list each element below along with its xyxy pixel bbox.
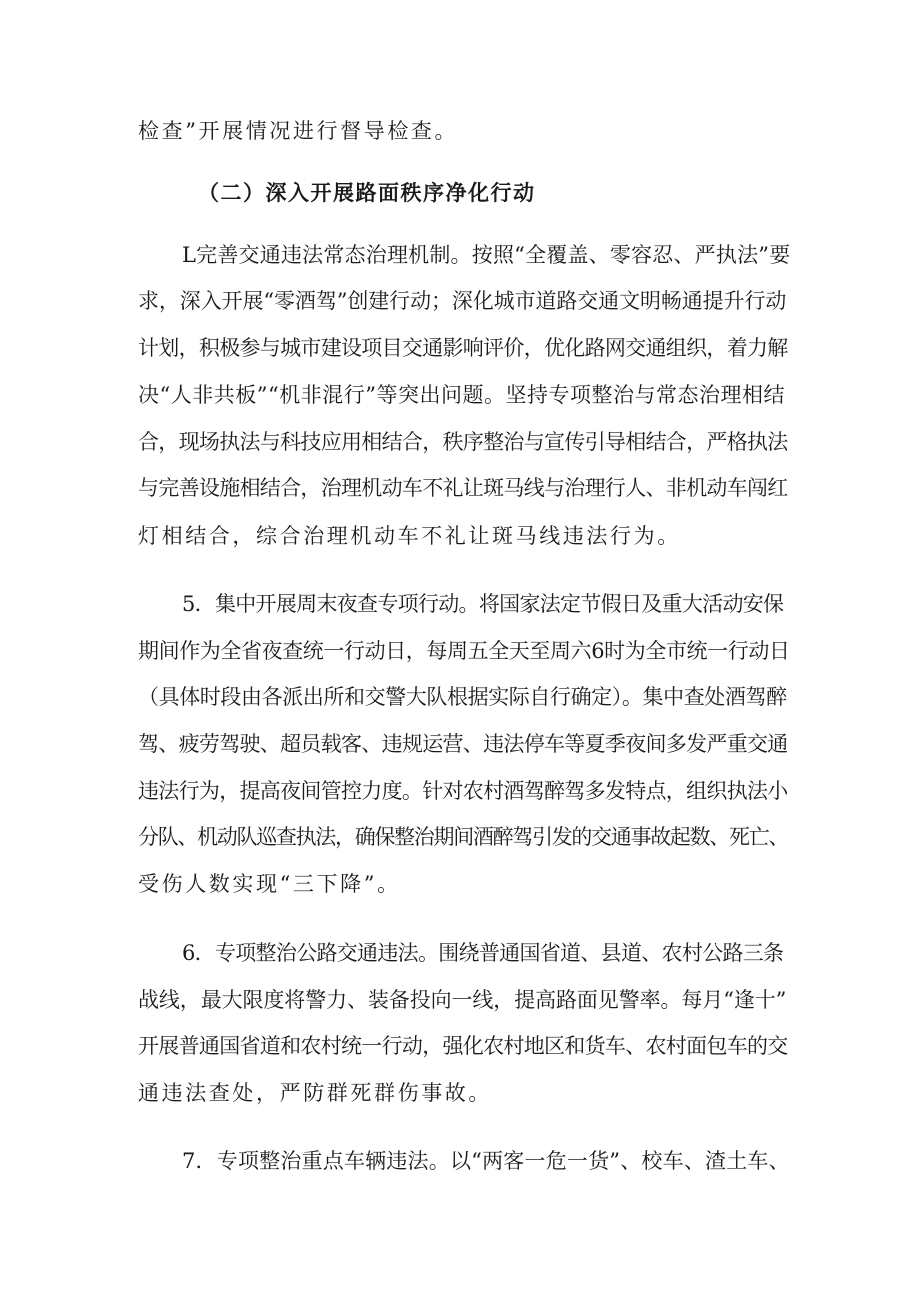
paragraph-line: 违法行为，提高夜间管控力度。针对农村酒驾醉驾多发特点，组织执法小 (138, 779, 788, 803)
paragraph-line: 7．专项整治重点车辆违法。以“两客一危一货”、校车、渣土车、 (182, 1149, 790, 1173)
paragraph-line: 求，深入开展“零酒驾”创建行动；深化城市道路交通文明畅通提升行动 (138, 289, 787, 313)
paragraph-line: （具体时段由各派出所和交警大队根据实际自行确定）。集中查处酒驾醉 (138, 685, 787, 709)
paragraph-line: 开展普通国省道和农村统一行动，强化农村地区和货车、农村面包车的交 (138, 1034, 788, 1058)
paragraph-line: L完善交通违法常态治理机制。按照“全覆盖、零容忍、严执法”要 (182, 243, 791, 267)
paragraph-line: 受伤人数实现“三下降”。 (138, 872, 401, 896)
intro-line: 检查”开展情况进行督导检查。 (138, 119, 459, 143)
paragraph-line: 驾、疲劳驾驶、超员载客、违规运营、违法停车等夏季夜间多发严重交通 (138, 732, 788, 756)
paragraph-line: 合，现场执法与科技应用相结合，秩序整治与宣传引导相结合，严格执法 (138, 430, 788, 454)
paragraph-line: 计划，积极参与城市建设项目交通影响评价，优化路网交通组织，着力解 (138, 336, 788, 360)
paragraph-line: 5．集中开展周末夜查专项行动。将国家法定节假日及重大活动安保 (182, 592, 784, 616)
paragraph-line: 期间作为全省夜查统一行动日，每周五全天至周六6时为全市统一行动日 (138, 639, 790, 663)
paragraph-line: 灯相结合，综合治理机动车不礼让斑马线违法行为。 (138, 524, 681, 548)
paragraph-line: 通违法查处，严防群死群伤事故。 (138, 1081, 492, 1105)
paragraph-line: 分队、机动队巡查执法，确保整治期间酒醉驾引发的交通事故起数、死亡、 (138, 825, 789, 849)
section-heading: （二）深入开展路面秩序净化行动 (198, 181, 536, 205)
paragraph-line: 与完善设施相结合，治理机动车不礼让斑马线与治理行人、非机动车闯红 (138, 476, 788, 500)
paragraph-line: 6．专项整治公路交通违法。围绕普通国省道、县道、农村公路三条 (182, 941, 784, 965)
paragraph-line: 决“人非共板”“机非混行”等突出问题。坚持专项整治与常态治理相结 (138, 383, 785, 407)
paragraph-line: 战线，最大限度将警力、装备投向一线，提高路面见警率。每月“逢十” (138, 988, 787, 1012)
